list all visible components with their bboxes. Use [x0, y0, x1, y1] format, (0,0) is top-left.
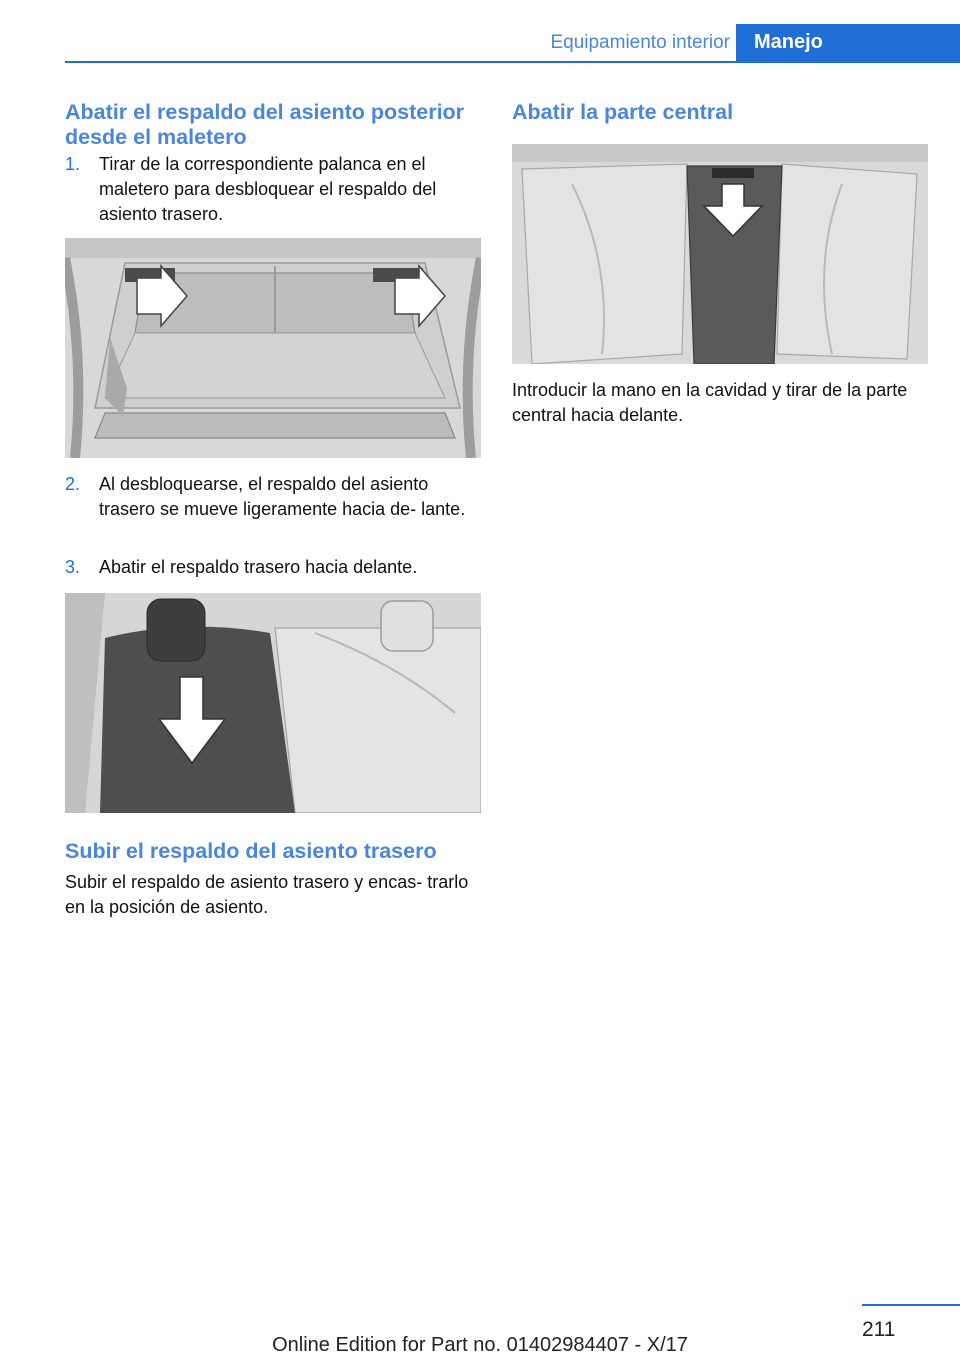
footer-edition: Online Edition for Part no. 01402984407 - X/17 [272, 1334, 688, 1356]
header-rule [65, 61, 960, 63]
section-heading-center: Abatir la parte central [512, 100, 734, 124]
steps-list [65, 152, 481, 238]
section-heading-raise: Subir el respaldo del asiento trasero [65, 839, 437, 863]
raise-instructions: Subir el respaldo de asiento trasero y encas‐ trarlo en la posición de asiento. [65, 872, 469, 917]
step-3-text: Abatir el respaldo trasero hacia delante. [99, 557, 418, 577]
section-heading-trunk: Abatir el respaldo del asiento posterior desde el maletero [65, 100, 465, 149]
page-number: 211 [862, 1318, 896, 1341]
step-1-text: Tirar de la correspondiente palanca en el maletero para desbloquear el respaldo del asiento trasero. [99, 154, 437, 224]
header-section-title: Equipamiento interior [550, 32, 730, 53]
center-section-illustration [512, 144, 928, 364]
step-1-number: 1. [65, 154, 81, 174]
step-2 [65, 472, 481, 555]
seatback-fold-illustration [65, 593, 481, 813]
step-2-text: Al desbloquearse, el respaldo del asiento trasero se mueve ligeramente hacia de‐ lante. [99, 474, 466, 519]
trunk-levers-illustration [65, 238, 481, 458]
steps-list-continued [65, 472, 481, 593]
center-section-instructions: Introducir la mano en la cavidad y tirar de la parte central hacia delante. [512, 380, 908, 425]
left-column [65, 100, 481, 920]
header-chapter-tab: Manejo [736, 24, 960, 63]
step-1 [65, 152, 481, 238]
right-column [512, 100, 928, 428]
step-2-number: 2. [65, 474, 81, 494]
page-number-rule [862, 1304, 960, 1306]
step-3-number: 3. [65, 557, 81, 577]
step-3 [65, 555, 481, 593]
